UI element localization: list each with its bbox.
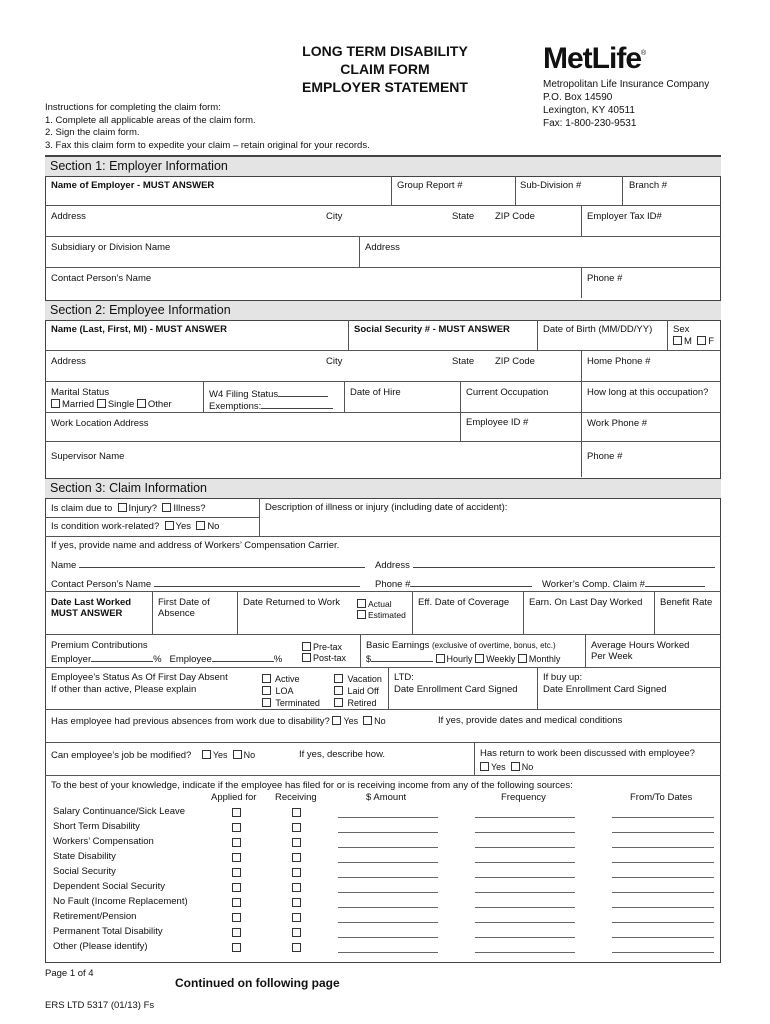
divider: [474, 742, 475, 775]
label-exemptions: Exemptions:: [209, 401, 262, 412]
divider: [581, 205, 582, 236]
from-to-line[interactable]: [612, 817, 714, 818]
label-employer-address: Address: [51, 211, 86, 222]
loa-label: LOA: [275, 686, 294, 696]
other-label: Other: [147, 399, 172, 410]
income-source-label: Retirement/Pension: [53, 911, 137, 922]
divider: [45, 441, 721, 442]
sex-f-checkbox[interactable]: [697, 336, 706, 345]
return-actual-label: Actual: [368, 599, 392, 609]
label-employee-city: City: [326, 356, 343, 367]
label-employer-zip: ZIP Code: [495, 211, 535, 222]
injury-label: Injury?: [128, 503, 158, 514]
work-related-yes-label: Yes: [175, 521, 192, 532]
modified-no-label: No: [243, 750, 256, 760]
label-home-phone: Home Phone #: [587, 356, 651, 367]
from-to-line[interactable]: [612, 877, 714, 878]
receiving-checkbox[interactable]: [292, 823, 301, 832]
weekly-label: Weekly: [486, 654, 516, 664]
active-checkbox[interactable]: [262, 674, 271, 683]
wc-name-field: [51, 558, 365, 572]
amount-line[interactable]: [338, 892, 438, 893]
section-3-header: [45, 478, 721, 499]
wc-contact-field: [51, 577, 360, 591]
form-title: [270, 42, 500, 96]
return-discussed-options: [480, 761, 533, 773]
label-employer-city: City: [326, 211, 343, 222]
weekly-checkbox[interactable]: [475, 654, 484, 663]
col-receiving: Receiving: [275, 792, 317, 803]
label-employee-id: Employee ID #: [466, 417, 529, 428]
divider: [152, 591, 153, 634]
label-supervisor-phone: Phone #: [587, 451, 623, 462]
income-source-label: Salary Continuance/Sick Leave: [53, 806, 186, 817]
divider: [388, 667, 389, 709]
label-prev-absences: Has employee had previous absences from work due to disability?: [51, 716, 330, 727]
applied-for-checkbox[interactable]: [232, 823, 241, 832]
frequency-line[interactable]: [475, 847, 575, 848]
label-employer-state: State: [452, 211, 475, 222]
pre-tax-checkbox[interactable]: [302, 642, 311, 651]
premium-employee-percent: %: [273, 654, 283, 665]
divider: [348, 320, 349, 350]
form-code: ERS LTD 5317 (01/13) Fs: [45, 1000, 155, 1011]
divider: [581, 350, 582, 381]
divider: [45, 742, 721, 743]
divider: [45, 350, 721, 351]
divider: [654, 591, 655, 634]
applied-for-checkbox[interactable]: [232, 928, 241, 937]
logo-registered-mark: ®: [641, 50, 646, 57]
return-actual-checkbox[interactable]: [357, 599, 366, 608]
income-source-label: Short Term Disability: [53, 821, 140, 832]
receiving-checkbox[interactable]: [292, 868, 301, 877]
vacation-label: Vacation: [347, 674, 382, 684]
income-source-label: Social Security: [53, 866, 116, 877]
section-3-title: Section 3: Claim Information: [50, 481, 208, 495]
divider: [460, 381, 461, 441]
label-wc-claim: Worker’s Comp. Claim #: [542, 579, 645, 590]
instructions: [45, 102, 370, 152]
label-status-2: If other than active, Please explain: [51, 684, 197, 695]
label-job-modified: Can employee’s job be modified?: [51, 750, 192, 761]
divider: [667, 320, 668, 350]
instruction-step-2: 2. Sign the claim form.: [45, 127, 140, 138]
frequency-line[interactable]: [475, 817, 575, 818]
exemptions-line[interactable]: [261, 399, 333, 409]
income-source-label: Permanent Total Disability: [53, 926, 163, 937]
wc-address-field: [375, 558, 715, 572]
return-no-label: No: [521, 762, 534, 772]
wc-address-line[interactable]: [413, 558, 715, 568]
vacation-checkbox[interactable]: [334, 674, 343, 683]
post-tax: [302, 652, 346, 664]
label-work-phone: Work Phone #: [587, 418, 648, 429]
instruction-step-3: 3. Fax this claim form to expedite your claim – retain original for your records.: [45, 139, 370, 151]
receiving-checkbox[interactable]: [292, 928, 301, 937]
terminated-label: Terminated: [275, 698, 320, 708]
injury-checkbox[interactable]: [118, 503, 127, 512]
divider: [581, 267, 582, 298]
sex-m-label: M: [684, 336, 692, 347]
divider: [537, 667, 538, 709]
label-employee-name: Name (Last, First, MI) - MUST ANSWER: [51, 324, 227, 335]
divider: [45, 381, 721, 382]
label-wc-name: Name: [51, 560, 77, 571]
frequency-line[interactable]: [475, 937, 575, 938]
work-related-no-checkbox[interactable]: [196, 521, 205, 530]
divider: [237, 591, 238, 634]
label-date-enroll: Date Enrollment Card Signed: [394, 684, 518, 695]
label-income-intro: To the best of your knowledge, indicate if the employee has filed for or is receiving income from any of the following sources:: [51, 780, 573, 791]
frequency-line[interactable]: [475, 907, 575, 908]
section-1-header: [45, 156, 721, 177]
modified-yes-label: Yes: [212, 750, 228, 760]
label-w4-filing: W4 Filing Status: [209, 389, 279, 400]
amount-line[interactable]: [338, 907, 438, 908]
post-tax-checkbox[interactable]: [302, 653, 311, 662]
work-related-no-label: No: [207, 521, 220, 532]
label-marital-status: Marital Status: [51, 387, 110, 398]
prev-yes-checkbox[interactable]: [332, 716, 341, 725]
label-work-related: Is condition work-related?: [51, 521, 160, 532]
basic-earnings-note: (exclusive of overtime, bonus, etc.): [432, 641, 556, 650]
divider: [581, 441, 582, 477]
divider: [391, 176, 392, 206]
illness-label: Illness?: [173, 503, 206, 514]
amount-line[interactable]: [338, 952, 438, 953]
label-eff-date: Eff. Date of Coverage: [418, 597, 510, 608]
company-name: Metropolitan Life Insurance Company: [543, 79, 710, 90]
w4-filing-line[interactable]: [278, 387, 328, 397]
label-benefit-rate: Benefit Rate: [660, 597, 713, 608]
label-prev-dates: If yes, provide dates and medical conditions: [438, 715, 623, 726]
wc-phone-line[interactable]: [410, 577, 532, 587]
income-source-label: Workers’ Compensation: [53, 836, 154, 847]
label-employer-tax-id: Employer Tax ID#: [587, 211, 662, 222]
from-to-line[interactable]: [612, 892, 714, 893]
label-employee-zip: ZIP Code: [495, 356, 535, 367]
divider: [515, 176, 516, 206]
work-related-yes-checkbox[interactable]: [165, 521, 174, 530]
label-date-last-worked: Date Last Worked: [51, 597, 132, 608]
metlife-logo: [543, 42, 645, 76]
applied-for-checkbox[interactable]: [232, 868, 241, 877]
applied-for-checkbox[interactable]: [232, 808, 241, 817]
label-return-discussed: Has return to work been discussed with employee?: [480, 748, 695, 759]
company-po-box: P.O. Box 14590: [543, 92, 613, 103]
label-wc-phone: Phone #: [375, 579, 411, 590]
return-estimated-checkbox[interactable]: [357, 610, 366, 619]
wc-name-line[interactable]: [79, 558, 365, 568]
earnings-frequency: [366, 652, 560, 665]
col-applied-for: Applied for: [211, 792, 257, 803]
label-date-returned: Date Returned to Work: [243, 597, 340, 608]
label-sub-division: Sub-Division #: [520, 180, 582, 191]
label-premium-employer: Employer: [51, 654, 92, 665]
divider: [45, 267, 721, 268]
earnings-dollar: $: [366, 654, 372, 664]
divider: [203, 381, 204, 412]
wc-claim-line[interactable]: [645, 577, 705, 587]
amount-line[interactable]: [338, 862, 438, 863]
label-subsidiary-address: Address: [365, 242, 400, 253]
frequency-line[interactable]: [475, 952, 575, 953]
receiving-checkbox[interactable]: [292, 808, 301, 817]
applied-for-checkbox[interactable]: [232, 883, 241, 892]
premium-split: [51, 652, 282, 666]
section-2-header: [45, 300, 721, 321]
col-from-to: From/To Dates: [630, 792, 693, 803]
divider: [259, 498, 260, 536]
label-first-date-2: Absence: [158, 608, 195, 619]
applied-for-checkbox[interactable]: [232, 838, 241, 847]
work-related: [51, 521, 219, 533]
divider: [622, 176, 623, 206]
label-wc-contact: Contact Person’s Name: [51, 579, 152, 590]
premium-employee-line[interactable]: [212, 652, 274, 662]
applied-for-checkbox[interactable]: [232, 913, 241, 922]
married-checkbox[interactable]: [51, 399, 60, 408]
label-supervisor: Supervisor Name: [51, 451, 125, 462]
divider: [45, 412, 721, 413]
status-laid-off: [334, 685, 379, 697]
label-work-location: Work Location Address: [51, 418, 149, 429]
premium-employer-percent: %: [153, 654, 162, 665]
return-no-checkbox[interactable]: [511, 762, 520, 771]
continued-note: Continued on following page: [175, 976, 340, 990]
applied-for-checkbox[interactable]: [232, 853, 241, 862]
return-yes-checkbox[interactable]: [480, 762, 489, 771]
receiving-checkbox[interactable]: [292, 913, 301, 922]
label-current-occupation: Current Occupation: [466, 387, 549, 398]
hourly-checkbox[interactable]: [436, 654, 445, 663]
modified-no-checkbox[interactable]: [233, 750, 242, 759]
status-terminated: [262, 697, 320, 709]
label-employee-address: Address: [51, 356, 86, 367]
job-modified: [51, 749, 255, 762]
earnings-line[interactable]: [371, 652, 433, 662]
status-active: [262, 673, 300, 685]
basic-earnings: [366, 640, 556, 652]
divider: [45, 709, 721, 710]
company-fax: Fax: 1-800-230-9531: [543, 118, 637, 129]
wc-contact-line[interactable]: [154, 577, 360, 587]
label-wc-address: Address: [375, 560, 410, 571]
label-group-report: Group Report #: [397, 180, 463, 191]
frequency-line[interactable]: [475, 892, 575, 893]
income-source-label: Other (Please identify): [53, 941, 148, 952]
label-ssn: Social Security # - MUST ANSWER: [354, 324, 510, 335]
logo-text: MetLife: [543, 42, 641, 75]
company-city: Lexington, KY 40511: [543, 105, 635, 116]
income-source-label: Dependent Social Security: [53, 881, 165, 892]
prev-no-checkbox[interactable]: [363, 716, 372, 725]
label-first-date-1: First Date of: [158, 597, 210, 608]
label-ltd: LTD:: [394, 672, 414, 683]
label-describe: If yes, describe how.: [299, 749, 386, 760]
applied-for-checkbox[interactable]: [232, 943, 241, 952]
divider: [45, 775, 721, 776]
divider: [45, 536, 721, 537]
retired-checkbox[interactable]: [334, 698, 343, 707]
divider: [45, 634, 721, 635]
label-premium-employee: Employee: [169, 654, 212, 665]
label-wc-carrier: If yes, provide name and address of Workers’ Compensation Carrier.: [51, 540, 340, 551]
title-line-2: CLAIM FORM: [340, 61, 430, 77]
income-source-label: No Fault (Income Replacement): [53, 896, 188, 907]
label-description: Description of illness or injury (including date of accident):: [265, 502, 508, 513]
label-premium-contributions: Premium Contributions: [51, 640, 148, 651]
label-contact-person: Contact Person’s Name: [51, 273, 152, 284]
status-vacation: [334, 673, 382, 685]
title-line-1: LONG TERM DISABILITY: [302, 43, 468, 59]
label-subsidiary: Subsidiary or Division Name: [51, 242, 171, 253]
divider: [537, 320, 538, 350]
label-sex: Sex: [673, 324, 690, 335]
label-how-long: How long at this occupation?: [587, 387, 709, 398]
section-2-title: Section 2: Employee Information: [50, 303, 231, 317]
income-source-label: State Disability: [53, 851, 116, 862]
retired-label: Retired: [347, 698, 377, 708]
exemptions-field: [209, 399, 333, 413]
terminated-checkbox[interactable]: [262, 698, 271, 707]
frequency-line[interactable]: [475, 877, 575, 878]
single-checkbox[interactable]: [97, 399, 106, 408]
prev-yes-label: Yes: [343, 716, 359, 726]
label-basic-earnings: Basic Earnings: [366, 640, 430, 651]
divider: [523, 591, 524, 634]
receiving-checkbox[interactable]: [292, 853, 301, 862]
label-claim-due-to: Is claim due to: [51, 503, 113, 514]
divider: [45, 236, 721, 237]
from-to-line[interactable]: [612, 832, 714, 833]
amount-line[interactable]: [338, 847, 438, 848]
married-label: Married: [62, 399, 95, 410]
label-branch: Branch #: [629, 180, 668, 191]
laid-off-label: Laid Off: [347, 686, 379, 696]
label-if-buy-up: If buy up:: [543, 672, 583, 683]
from-to-line[interactable]: [612, 922, 714, 923]
from-to-line[interactable]: [612, 862, 714, 863]
frequency-line[interactable]: [475, 922, 575, 923]
marital-options: [51, 399, 172, 411]
return-estimated-label: Estimated: [368, 610, 406, 620]
divider: [344, 381, 345, 412]
receiving-checkbox[interactable]: [292, 883, 301, 892]
divider: [45, 517, 259, 518]
col-amount: $ Amount: [366, 792, 407, 803]
amount-line[interactable]: [338, 877, 438, 878]
amount-line[interactable]: [338, 817, 438, 818]
return-estimated: [357, 609, 406, 621]
claim-due-to: [51, 503, 206, 515]
label-must-answer: MUST ANSWER: [51, 608, 123, 619]
from-to-line[interactable]: [612, 937, 714, 938]
label-date-of-hire: Date of Hire: [350, 387, 401, 398]
return-yes-label: Yes: [491, 762, 506, 772]
label-dob: Date of Birth (MM/DD/YY): [543, 324, 653, 335]
active-label: Active: [275, 674, 300, 684]
post-tax-label: Post-tax: [313, 653, 347, 663]
from-to-line[interactable]: [612, 952, 714, 953]
wc-phone-field: [375, 577, 532, 591]
receiving-checkbox[interactable]: [292, 943, 301, 952]
amount-line[interactable]: [338, 937, 438, 938]
monthly-checkbox[interactable]: [518, 654, 527, 663]
from-to-line[interactable]: [612, 847, 714, 848]
from-to-line[interactable]: [612, 907, 714, 908]
divider: [581, 381, 582, 441]
prev-absences: [51, 715, 386, 728]
label-avg-hours-1: Average Hours Worked: [591, 640, 690, 651]
label-employer-name: Name of Employer - MUST ANSWER: [51, 180, 215, 191]
label-status-1: Employee’s Status As Of First Day Absent: [51, 672, 228, 683]
divider: [45, 667, 721, 668]
monthly-label: Monthly: [528, 654, 561, 664]
frequency-line[interactable]: [475, 862, 575, 863]
status-retired: [334, 697, 377, 709]
divider: [585, 634, 586, 667]
label-avg-hours-2: Per Week: [591, 651, 633, 662]
divider: [359, 236, 360, 267]
amount-line[interactable]: [338, 832, 438, 833]
receiving-checkbox[interactable]: [292, 898, 301, 907]
title-line-3: EMPLOYER STATEMENT: [302, 79, 468, 95]
sex-options: [673, 336, 714, 348]
frequency-line[interactable]: [475, 832, 575, 833]
instructions-heading: Instructions for completing the claim form:: [45, 102, 221, 113]
modified-yes-checkbox[interactable]: [202, 750, 211, 759]
label-date-enroll-2: Date Enrollment Card Signed: [543, 684, 667, 695]
laid-off-checkbox[interactable]: [334, 686, 343, 695]
receiving-checkbox[interactable]: [292, 838, 301, 847]
premium-employer-line[interactable]: [91, 652, 153, 662]
status-loa: [262, 685, 294, 697]
single-label: Single: [107, 399, 135, 410]
applied-for-checkbox[interactable]: [232, 898, 241, 907]
page-number: Page 1 of 4: [45, 968, 94, 979]
divider: [360, 634, 361, 667]
col-frequency: Frequency: [501, 792, 546, 803]
wc-claim-field: [542, 577, 705, 591]
label-employee-state: State: [452, 356, 475, 367]
divider: [45, 205, 721, 206]
pre-tax-label: Pre-tax: [313, 642, 343, 652]
loa-checkbox[interactable]: [262, 686, 271, 695]
hourly-label: Hourly: [446, 654, 473, 664]
divider: [412, 591, 413, 634]
amount-line[interactable]: [338, 922, 438, 923]
prev-no-label: No: [374, 716, 386, 726]
label-contact-phone: Phone #: [587, 273, 623, 284]
other-checkbox[interactable]: [137, 399, 146, 408]
label-earn-last-day: Earn. On Last Day Worked: [529, 597, 643, 608]
divider: [45, 591, 721, 592]
section-1-title: Section 1: Employer Information: [50, 159, 228, 173]
instruction-step-1: 1. Complete all applicable areas of the claim form.: [45, 114, 256, 126]
company-address: [543, 78, 709, 130]
illness-checkbox[interactable]: [162, 503, 171, 512]
sex-m-checkbox[interactable]: [673, 336, 682, 345]
sex-f-label: F: [708, 336, 715, 347]
